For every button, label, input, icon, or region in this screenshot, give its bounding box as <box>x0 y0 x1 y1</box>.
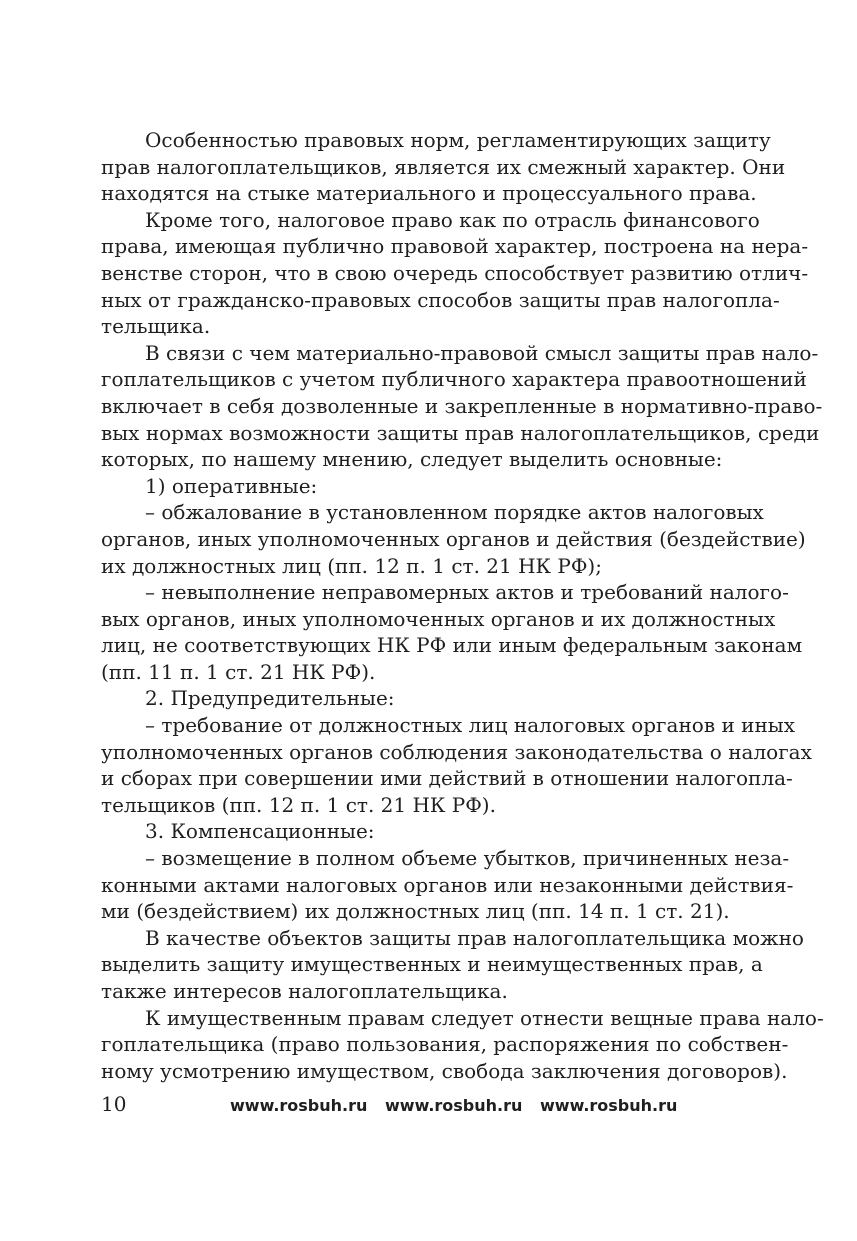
footer-link[interactable]: www.rosbuh.ru <box>385 1096 523 1115</box>
text-line: гоплательщика (право пользования, распоряжения по собствен- <box>101 1032 789 1057</box>
text-line: К имущественным правам следует отнести вещные права нало- <box>145 1005 824 1030</box>
footer-link[interactable]: www.rosbuh.ru <box>540 1096 678 1115</box>
text-line: уполномоченных органов соблюдения законодательства о налогах <box>101 739 812 764</box>
text-line: Кроме того, налоговое право как по отрасль финансового <box>145 207 760 232</box>
text-line: органов, иных уполномоченных органов и действия (бездействие) <box>101 526 806 551</box>
text-line: тельщиков (пп. 12 п. 1 ст. 21 НК РФ). <box>101 792 496 817</box>
text-line: лиц, не соответствующих НК РФ или иным федеральным законам <box>101 633 803 658</box>
text-line: Особенностью правовых норм, регламентирующих защиту <box>145 128 771 152</box>
text-line: находятся на стыке материального и процессуального права. <box>101 181 757 206</box>
text-line: права, имеющая публично правовой характер, построена на нера- <box>101 234 809 259</box>
text-line: гоплательщиков с учетом публичного характера правоотношений <box>101 367 807 392</box>
list-heading: 3. Компенсационные: <box>145 819 375 844</box>
text-line: включает в себя дозволенные и закрепленные в нормативно-право- <box>101 393 823 418</box>
text-line: – невыполнение неправомерных актов и требований налого- <box>145 580 789 605</box>
text-line: ных от гражданско-правовых способов защиты прав налогопла- <box>101 287 780 312</box>
list-heading: 2. Предупредительные: <box>145 686 395 711</box>
text-line: конными актами налоговых органов или незаконными действия- <box>101 872 794 897</box>
text-line: В связи с чем материально-правовой смысл защиты прав нало- <box>145 340 819 365</box>
text-line: ному усмотрению имуществом, свобода заключения договоров). <box>101 1058 788 1083</box>
text-line: выделить защиту имущественных и неимущественных прав, а <box>101 952 763 977</box>
footer-link[interactable]: www.rosbuh.ru <box>230 1096 368 1115</box>
text-line: также интересов налогоплательщика. <box>101 979 508 1003</box>
text-line: вых органов, иных уполномоченных органов и их должностных <box>101 606 776 631</box>
text-line: и сборах при совершении ими действий в отношении налогопла- <box>101 766 793 791</box>
text-line: В качестве объектов защиты прав налогоплательщика можно <box>145 925 804 950</box>
text-line: венстве сторон, что в свою очередь способствует развитию отлич- <box>101 260 809 285</box>
text-line: – требование от должностных лиц налоговых органов и иных <box>145 713 795 738</box>
text-line: тельщика. <box>101 314 211 339</box>
text-line: – обжалование в установленном порядке актов налоговых <box>145 500 764 525</box>
text-line: ми (бездействием) их должностных лиц (пп. 14 п. 1 ст. 21). <box>101 899 730 924</box>
page-number: 10 <box>101 1092 127 1116</box>
list-heading: 1) оперативные: <box>145 473 318 498</box>
body-text <box>101 127 824 1084</box>
text-line: которых, по нашему мнению, следует выделить основные: <box>101 447 723 472</box>
text-line: их должностных лиц (пп. 12 п. 1 ст. 21 НК РФ); <box>101 553 602 578</box>
text-line: (пп. 11 п. 1 ст. 21 НК РФ). <box>101 659 376 684</box>
text-line: – возмещение в полном объеме убытков, причиненных неза- <box>145 846 790 871</box>
text-line: прав налогоплательщиков, является их смежный характер. Они <box>101 154 786 179</box>
page-footer <box>101 1092 752 1120</box>
text-line: вых нормах возможности защиты прав налогоплательщиков, среди <box>101 420 820 445</box>
